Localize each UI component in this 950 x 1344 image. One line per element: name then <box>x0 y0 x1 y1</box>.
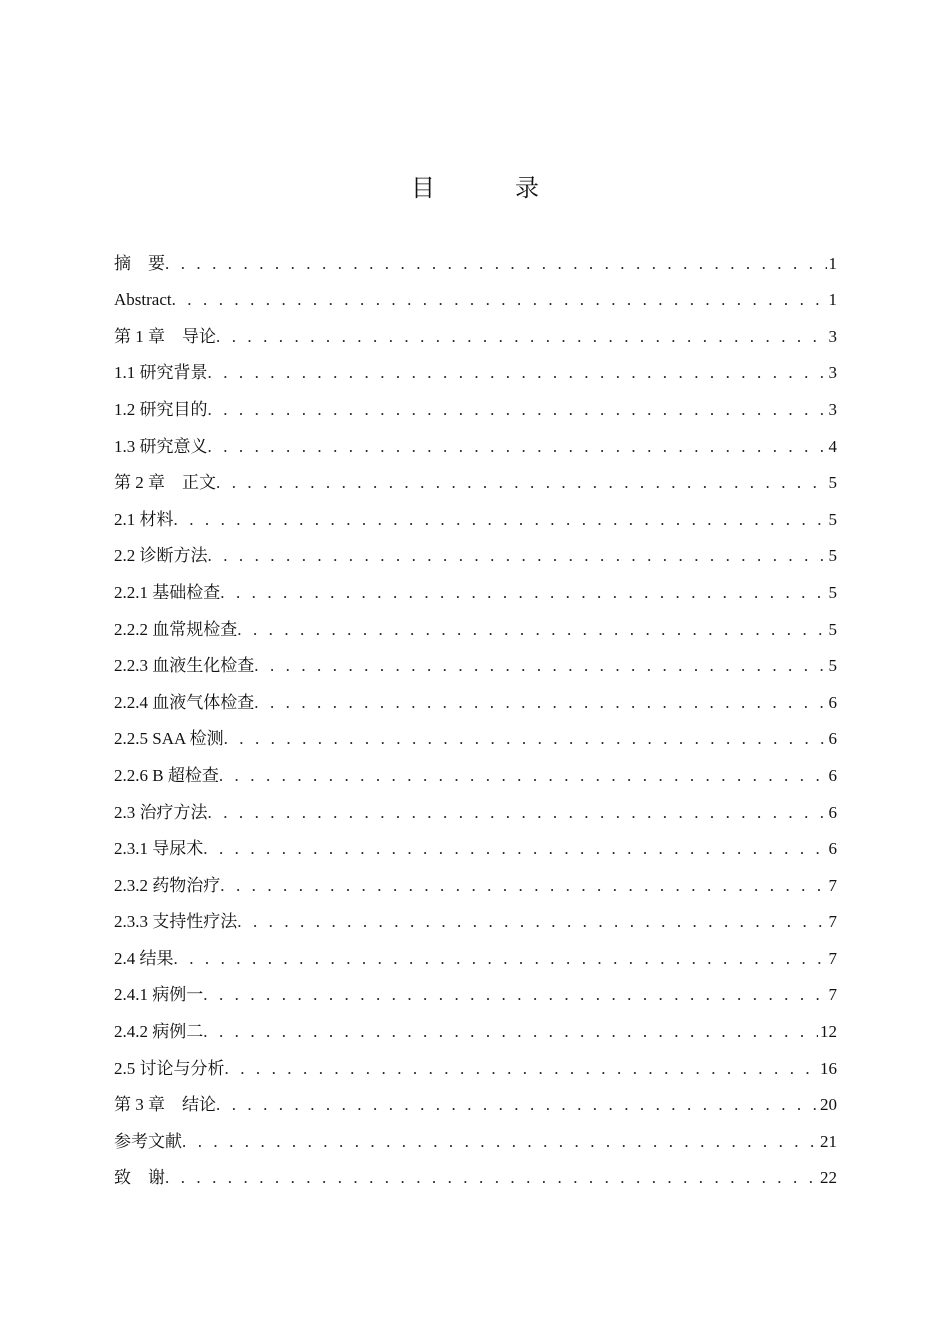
toc-entry-page: 3 <box>828 363 837 383</box>
toc-entry <box>114 721 837 758</box>
toc-entry <box>114 282 837 319</box>
toc-dot-leader <box>172 282 827 318</box>
toc-entry <box>114 574 837 611</box>
toc-dot-leader <box>220 868 826 904</box>
toc-entry <box>114 1123 837 1160</box>
toc-entry-label: 2.2.6 B 超检查 <box>114 765 219 785</box>
toc-entry <box>114 831 837 868</box>
toc-entry-label: 2.4.2 病例二 <box>114 1022 204 1042</box>
toc-entry-page: 1 <box>828 290 837 310</box>
toc-entry <box>114 940 837 977</box>
toc-dot-leader <box>203 1014 818 1050</box>
toc-dot-leader <box>208 429 827 465</box>
toc-entry-page: 6 <box>828 692 837 712</box>
toc-entry <box>114 245 837 282</box>
toc-entry-page: 7 <box>828 875 837 895</box>
toc-dot-leader <box>225 1051 819 1087</box>
toc-dot-leader <box>208 355 827 391</box>
toc-dot-leader <box>216 319 827 355</box>
toc-entry-label: 第 2 章 正文 <box>114 473 216 493</box>
toc-entry-label: 1.1 研究背景 <box>114 363 208 383</box>
toc-entry <box>114 1013 837 1050</box>
toc-dot-leader <box>174 941 827 977</box>
toc-dot-leader <box>208 795 827 831</box>
toc-entry-page: 1 <box>828 253 837 273</box>
toc-entry-label: 2.2.3 血液生化检查 <box>114 656 255 676</box>
toc-entry-page: 22 <box>820 1168 837 1188</box>
toc-entry-page: 4 <box>828 436 837 456</box>
toc-entry-label: 2.1 材料 <box>114 509 174 529</box>
toc-entry-page: 20 <box>820 1095 837 1115</box>
toc-dot-leader <box>254 648 826 684</box>
toc-dot-leader <box>216 465 827 501</box>
toc-entry <box>114 465 837 502</box>
toc-entry-page: 5 <box>828 656 837 676</box>
toc-entry-page: 5 <box>828 619 837 639</box>
toc-dot-leader <box>254 685 826 721</box>
toc-entry <box>114 611 837 648</box>
toc-entry-page: 12 <box>820 1022 837 1042</box>
toc-entry-page: 6 <box>828 802 837 822</box>
toc-entry-label: 2.4.1 病例一 <box>114 985 204 1005</box>
toc-entry-label: 2.2.4 血液气体检查 <box>114 692 255 712</box>
toc-entry-label: 2.5 讨论与分析 <box>114 1058 225 1078</box>
toc-dot-leader <box>182 1124 818 1160</box>
toc-entry <box>114 1050 837 1087</box>
toc-entry <box>114 355 837 392</box>
toc-dot-leader <box>203 831 826 867</box>
toc-entry-label: 2.3.3 支持性疗法 <box>114 912 238 932</box>
toc-entry <box>114 757 837 794</box>
toc-entry <box>114 538 837 575</box>
toc-dot-leader <box>219 758 827 794</box>
toc-entry <box>114 318 837 355</box>
toc-entry-page: 6 <box>828 765 837 785</box>
toc-dot-leader <box>174 502 827 538</box>
toc-entry-label: 2.3.2 药物治疗 <box>114 875 221 895</box>
toc-entry-page: 16 <box>820 1058 837 1078</box>
toc-entry-label: 2.3 治疗方法 <box>114 802 208 822</box>
toc-entry-page: 3 <box>828 326 837 346</box>
toc-dot-leader <box>208 392 827 428</box>
toc-entry-label: 2.2 诊断方法 <box>114 546 208 566</box>
toc-entry-page: 5 <box>828 546 837 566</box>
toc-entry <box>114 501 837 538</box>
toc-entry <box>114 391 837 428</box>
toc-entry <box>114 867 837 904</box>
toc-entry <box>114 648 837 685</box>
toc-dot-leader <box>220 575 826 611</box>
toc-title: 目 录 <box>411 174 567 202</box>
toc-entry-page: 21 <box>820 1131 837 1151</box>
toc-entry-label: 1.3 研究意义 <box>114 436 208 456</box>
toc-entry-page: 6 <box>828 729 837 749</box>
toc-dot-leader <box>208 538 827 574</box>
toc-entry-page: 7 <box>828 912 837 932</box>
toc-entry-label: 2.3.1 导尿术 <box>114 839 204 859</box>
toc-entry-page: 5 <box>828 473 837 493</box>
toc-entry-page: 6 <box>828 839 837 859</box>
toc-entry-label: 第 1 章 导论 <box>114 326 216 346</box>
toc-entry-label: 第 3 章 结论 <box>114 1095 216 1115</box>
toc-entry-label: 2.2.5 SAA 检测 <box>114 729 224 749</box>
toc-entry-page: 5 <box>828 509 837 529</box>
toc-entry-label: 致 谢 <box>114 1168 165 1188</box>
toc-entry-page: 3 <box>828 399 837 419</box>
toc-entry-label: 2.2.1 基础检查 <box>114 582 221 602</box>
toc-entry-label: 2.2.2 血常规检查 <box>114 619 238 639</box>
toc-entry-label: 摘 要 <box>114 253 165 273</box>
toc-entry <box>114 428 837 465</box>
toc-entry-label: 1.2 研究目的 <box>114 399 208 419</box>
toc-entry <box>114 977 837 1014</box>
toc-dot-leader <box>165 1160 818 1196</box>
toc-entry <box>114 1087 837 1124</box>
toc-dot-leader <box>203 977 826 1013</box>
toc-entry-page: 5 <box>828 582 837 602</box>
toc-entry-label: 参考文献 <box>114 1131 182 1151</box>
toc-dot-leader <box>224 721 827 757</box>
toc-entry <box>114 904 837 941</box>
toc-dot-leader <box>216 1087 818 1123</box>
toc-entry <box>114 1160 837 1197</box>
toc-entry-label: 2.4 结果 <box>114 948 174 968</box>
toc-dot-leader <box>237 612 826 648</box>
toc-entry-page: 7 <box>828 948 837 968</box>
toc-list <box>114 245 837 1196</box>
toc-entry-label: Abstract <box>114 290 172 310</box>
toc-entry <box>114 794 837 831</box>
toc-entry-page: 7 <box>828 985 837 1005</box>
toc-dot-leader <box>165 246 827 282</box>
toc-entry <box>114 684 837 721</box>
toc-dot-leader <box>237 904 826 940</box>
